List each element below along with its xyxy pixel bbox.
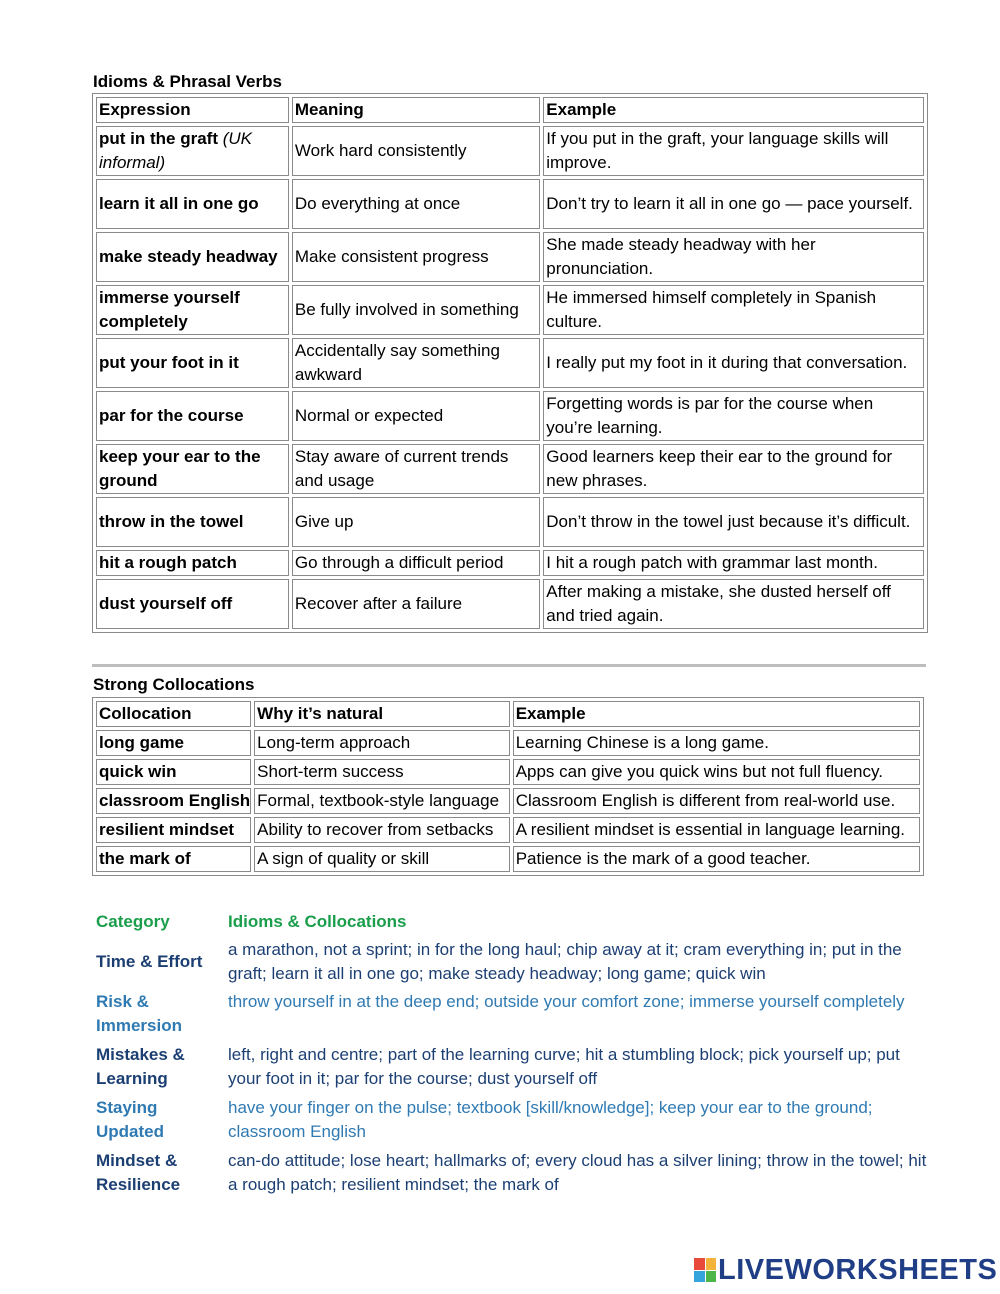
category-items: left, right and centre; part of the learning curve; hit a stumbling block; pick yourself up; put your foot in it; par for the course; dust yourself off xyxy=(228,1045,900,1088)
header-collocation: Collocation xyxy=(96,701,251,727)
category-row xyxy=(96,1096,936,1144)
example-cell: A resilient mindset is essential in language learning. xyxy=(513,817,920,843)
expression-cell: make steady headway xyxy=(96,232,289,282)
category-items: throw yourself in at the deep end; outside your comfort zone; immerse yourself completely xyxy=(228,992,905,1011)
why-cell: A sign of quality or skill xyxy=(254,846,510,872)
category-name: Mistakes & Learning xyxy=(96,1045,185,1088)
example-cell: Don’t throw in the towel just because it’s difficult. xyxy=(543,497,924,547)
header-example: Example xyxy=(513,701,920,727)
expression-cell: par for the course xyxy=(96,391,289,441)
meaning-cell: Work hard consistently xyxy=(292,126,540,176)
liveworksheets-logo[interactable] xyxy=(694,1254,997,1286)
table-row xyxy=(96,232,924,282)
category-row xyxy=(96,990,936,1038)
category-name: Risk & Immersion xyxy=(96,992,182,1035)
example-cell: If you put in the graft, your language skills will improve. xyxy=(543,126,924,176)
table-row xyxy=(96,730,920,756)
expression-cell: put your foot in it xyxy=(96,338,289,388)
example-cell: I hit a rough patch with grammar last month. xyxy=(543,550,924,576)
section-divider xyxy=(92,664,926,667)
collocations-table xyxy=(92,697,924,876)
collocation-cell: classroom English xyxy=(96,788,251,814)
meaning-cell: Give up xyxy=(292,497,540,547)
example-cell: After making a mistake, she dusted herself off and tried again. xyxy=(543,579,924,629)
category-items: have your finger on the pulse; textbook [skill/knowledge]; keep your ear to the ground; classroom English xyxy=(228,1098,873,1141)
table-row xyxy=(96,285,924,335)
logo-text: LIVEWORKSHEETS xyxy=(718,1253,998,1286)
table-row xyxy=(96,846,920,872)
table-row xyxy=(96,817,920,843)
table-row xyxy=(96,444,924,494)
expression-cell: dust yourself off xyxy=(96,579,289,629)
collocation-cell: resilient mindset xyxy=(96,817,251,843)
table-header-row xyxy=(96,701,920,727)
table-header-row xyxy=(96,97,924,123)
why-cell: Formal, textbook-style language xyxy=(254,788,510,814)
example-cell: Forgetting words is par for the course when you’re learning. xyxy=(543,391,924,441)
category-items: a marathon, not a sprint; in for the long haul; chip away at it; cram everything in; put in the graft; learn it all in one go; make steady headway; long game; quick win xyxy=(228,940,902,983)
categories-header-row xyxy=(96,910,936,934)
expression-cell: hit a rough patch xyxy=(96,550,289,576)
collocation-cell: the mark of xyxy=(96,846,251,872)
collocations-section-title: Strong Collocations xyxy=(93,675,255,694)
category-row xyxy=(96,1043,936,1091)
meaning-cell: Recover after a failure xyxy=(292,579,540,629)
example-cell: She made steady headway with her pronunciation. xyxy=(543,232,924,282)
category-header: Category xyxy=(96,912,170,931)
example-cell: Apps can give you quick wins but not full fluency. xyxy=(513,759,920,785)
meaning-cell: Make consistent progress xyxy=(292,232,540,282)
why-cell: Ability to recover from setbacks xyxy=(254,817,510,843)
table-row xyxy=(96,338,924,388)
header-expression: Expression xyxy=(96,97,289,123)
items-header: Idioms & Collocations xyxy=(228,912,407,931)
table-row xyxy=(96,497,924,547)
example-cell: Learning Chinese is a long game. xyxy=(513,730,920,756)
table-row xyxy=(96,550,924,576)
header-meaning: Meaning xyxy=(292,97,540,123)
meaning-cell: Accidentally say something awkward xyxy=(292,338,540,388)
example-cell: He immersed himself completely in Spanish culture. xyxy=(543,285,924,335)
category-name: Staying Updated xyxy=(96,1098,164,1141)
why-cell: Short-term success xyxy=(254,759,510,785)
example-cell: Don’t try to learn it all in one go — pace yourself. xyxy=(543,179,924,229)
table-row xyxy=(96,579,924,629)
idioms-section-title: Idioms & Phrasal Verbs xyxy=(93,72,282,91)
table-row xyxy=(96,788,920,814)
expression-cell: throw in the towel xyxy=(96,497,289,547)
expression-cell: learn it all in one go xyxy=(96,179,289,229)
category-name: Time & Effort xyxy=(96,952,203,971)
collocation-cell: quick win xyxy=(96,759,251,785)
table-row xyxy=(96,126,924,176)
expression-cell: put in the graft (UK informal) xyxy=(96,126,289,176)
example-cell: Patience is the mark of a good teacher. xyxy=(513,846,920,872)
header-why: Why it’s natural xyxy=(254,701,510,727)
example-cell: Classroom English is different from real-world use. xyxy=(513,788,920,814)
liveworksheets-blocks-icon xyxy=(694,1258,716,1282)
table-row xyxy=(96,391,924,441)
expression-cell: immerse yourself completely xyxy=(96,285,289,335)
header-example: Example xyxy=(543,97,924,123)
expression-cell: keep your ear to the ground xyxy=(96,444,289,494)
meaning-cell: Be fully involved in something xyxy=(292,285,540,335)
category-row xyxy=(96,1149,936,1197)
meaning-cell: Go through a difficult period xyxy=(292,550,540,576)
table-row xyxy=(96,179,924,229)
table-row xyxy=(96,759,920,785)
meaning-cell: Stay aware of current trends and usage xyxy=(292,444,540,494)
collocation-cell: long game xyxy=(96,730,251,756)
why-cell: Long-term approach xyxy=(254,730,510,756)
example-cell: I really put my foot in it during that conversation. xyxy=(543,338,924,388)
category-items: can-do attitude; lose heart; hallmarks of; every cloud has a silver lining; throw in the towel; hit a rough patch; resilient mindset; the mark of xyxy=(228,1151,927,1194)
meaning-cell: Do everything at once xyxy=(292,179,540,229)
example-cell: Good learners keep their ear to the ground for new phrases. xyxy=(543,444,924,494)
idioms-table xyxy=(92,93,928,633)
category-name: Mindset & Resilience xyxy=(96,1151,181,1194)
meaning-cell: Normal or expected xyxy=(292,391,540,441)
category-row xyxy=(96,938,936,986)
categories-list xyxy=(96,910,936,1202)
